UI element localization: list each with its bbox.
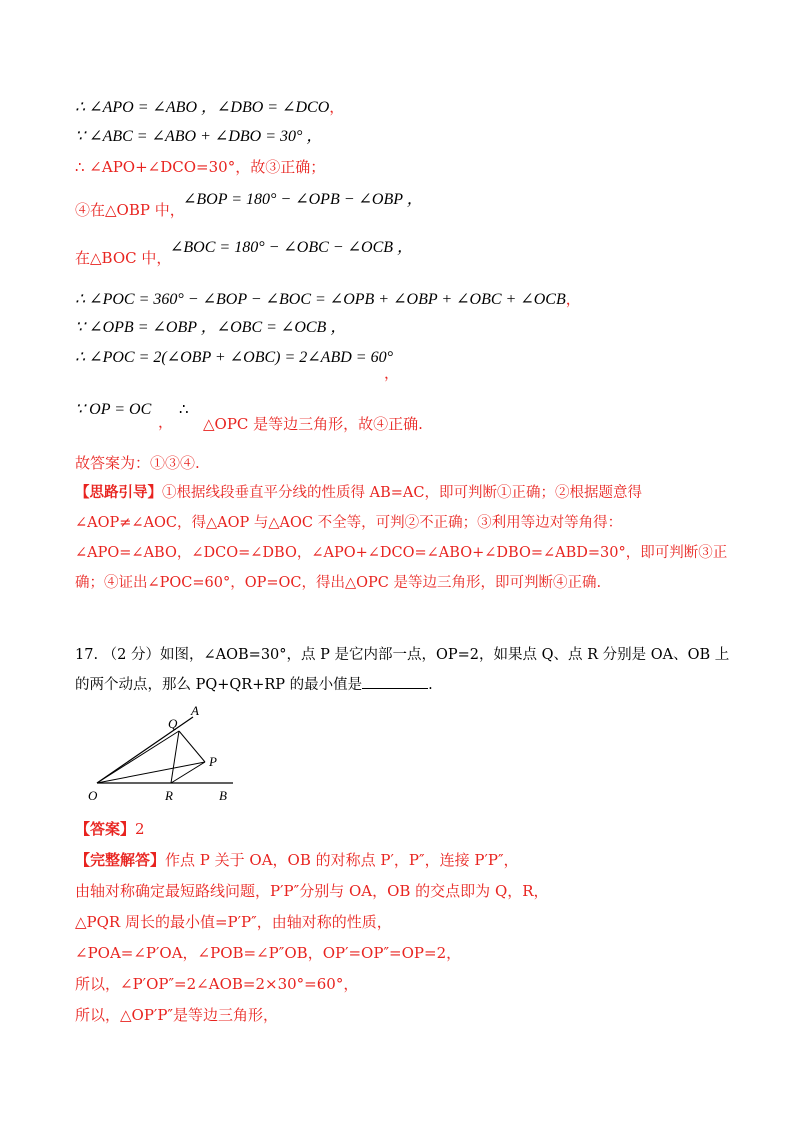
proof-line-9-comma: ， (158, 413, 174, 431)
segment-qr (171, 731, 179, 783)
solution-line-2: 由轴对称确定最短路线问题，P′P″分别与 OA，OB 的交点即为 Q，R， (75, 882, 549, 900)
solution-tag: 【完整解答】 (75, 851, 166, 869)
proof-line-9-therefore: ∴ (179, 400, 189, 418)
geometry-figure (85, 700, 245, 805)
proof-line-9-math: ∵ OP = OC (75, 401, 152, 418)
solution-line-3: △PQR 周长的最小值=P′P″，由轴对称的性质， (75, 913, 392, 931)
proof-line-2: ∵ ∠ABC = ∠ABO + ∠DBO = 30° ， (75, 128, 323, 145)
label-b: B (219, 788, 227, 803)
proof-line-1: ∴ ∠APO = ∠ABO ，∠DBO = ∠DCO， (75, 98, 345, 116)
label-o: O (88, 788, 98, 803)
proof-line-9-text: △OPC 是等边三角形，故④正确. (203, 415, 423, 433)
solution-line-5: 所以，∠P′OP″=2∠AOB=2×30°=60°， (75, 975, 359, 993)
proof-line-8: ∴ ∠POC = 2(∠OBP + ∠OBC) = 2∠ABD = 60° (75, 349, 393, 366)
label-q: Q (168, 716, 178, 731)
solution-line-6: 所以，△OP′P″是等边三角形， (75, 1006, 279, 1024)
hint-tag: 【思路引导】 (75, 484, 162, 501)
hint-paragraph (75, 478, 730, 598)
ray-oa (97, 717, 193, 783)
proof-line-8-tail: ， (384, 364, 400, 382)
solution-line-1: 【完整解答】作点 P 关于 OA，OB 的对称点 P′，P″，连接 P′P″， (75, 851, 519, 869)
label-a: A (191, 703, 199, 718)
solution-line-4: ∠POA=∠P′OA，∠POB=∠P″OB，OP′=OP″=OP=2， (75, 944, 462, 962)
answer-value: 2 (135, 820, 145, 838)
proof-line-3: ∴ ∠APO+∠DCO=30°，故③正确； (75, 158, 326, 176)
proof-line-4-math: ∠BOP = 180° − ∠OPB − ∠OBP ， (183, 191, 423, 208)
segment-qp (179, 731, 205, 762)
proof-line-5-label: 在△BOC 中， (75, 249, 172, 267)
proof-line-6: ∴ ∠POC = 360° − ∠BOP − ∠BOC = ∠OPB + ∠OBP + ∠OBC + ∠OCB， (75, 290, 581, 308)
question-17: 17. （2 分）如图，∠AOB=30°，点 P 是它内部一点，OP=2，如果点 Q、点 R 分别是 OA、OB 上的两个动点，那么 PQ+QR+RP 的最小值是 . (75, 647, 730, 693)
label-r: R (165, 788, 173, 803)
answer-line (75, 818, 145, 840)
proof-line-4-label: ④在△OBP 中， (75, 201, 185, 219)
answer-tag: 【答案】 (75, 820, 136, 838)
proof-line-7: ∵ ∠OPB = ∠OBP ，∠OBC = ∠OCB ， (75, 319, 347, 336)
label-p: P (209, 754, 217, 769)
proof-line-5-math: ∠BOC = 180° − ∠OBC − ∠OCB ， (170, 239, 414, 256)
hint-text: ①根据线段垂直平分线的性质得 AB=AC，即可判断①正确；②根据题意得∠AOP≠∠AOC，得△AOP 与△AOC 不全等，可判②不正确；③利用等边对等角得：∠APO=∠ABO，∠DCO=∠DBO，∠APO+∠DCO=∠ABO+∠DBO=∠ABD=30°，即可判断③正确；④证出∠POC=60°，OP=OC，得出△OPC 是等边三角形，即可判断④正确. (75, 485, 728, 591)
previous-answer: 故答案为：①③④. (75, 454, 200, 472)
answer-blank (362, 674, 428, 689)
